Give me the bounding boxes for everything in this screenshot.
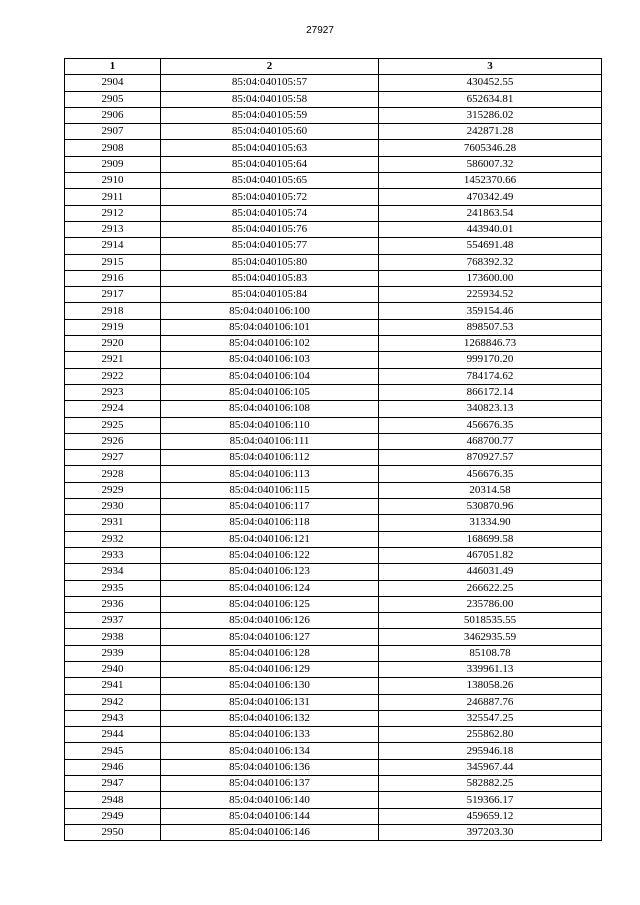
column-header-2: 2 [161, 59, 379, 75]
row-number-cell: 2918 [65, 303, 161, 319]
cadastral-number-cell: 85:04:040106:146 [161, 824, 379, 840]
row-number-cell: 2911 [65, 189, 161, 205]
table-row [65, 173, 602, 189]
cadastral-number-cell: 85:04:040105:65 [161, 173, 379, 189]
cadastral-number-cell: 85:04:040105:58 [161, 91, 379, 107]
cadastral-number-cell: 85:04:040105:72 [161, 189, 379, 205]
cadastral-number-cell: 85:04:040105:84 [161, 287, 379, 303]
table-row [65, 759, 602, 775]
row-number-cell: 2907 [65, 124, 161, 140]
cadastral-number-cell: 85:04:040106:122 [161, 547, 379, 563]
table-row [65, 417, 602, 433]
value-cell: 768392.32 [379, 254, 602, 270]
value-cell: 242871.28 [379, 124, 602, 140]
table-row [65, 238, 602, 254]
row-number-cell: 2931 [65, 515, 161, 531]
row-number-cell: 2946 [65, 759, 161, 775]
cadastral-number-cell: 85:04:040106:125 [161, 596, 379, 612]
table-row [65, 710, 602, 726]
value-cell: 582882.25 [379, 776, 602, 792]
value-cell: 586007.32 [379, 156, 602, 172]
value-cell: 866172.14 [379, 384, 602, 400]
table-row [65, 270, 602, 286]
cadastral-number-cell: 85:04:040106:104 [161, 368, 379, 384]
row-number-cell: 2915 [65, 254, 161, 270]
row-number-cell: 2909 [65, 156, 161, 172]
column-header-1: 1 [65, 59, 161, 75]
row-number-cell: 2937 [65, 613, 161, 629]
header-row [65, 59, 602, 75]
cadastral-number-cell: 85:04:040105:63 [161, 140, 379, 156]
table-row [65, 384, 602, 400]
table-row [65, 694, 602, 710]
table-row [65, 319, 602, 335]
table-row [65, 189, 602, 205]
cadastral-number-cell: 85:04:040106:115 [161, 482, 379, 498]
cadastral-number-cell: 85:04:040105:76 [161, 221, 379, 237]
value-cell: 554691.48 [379, 238, 602, 254]
value-cell: 345967.44 [379, 759, 602, 775]
value-cell: 397203.30 [379, 824, 602, 840]
value-cell: 5018535.55 [379, 613, 602, 629]
table-row [65, 254, 602, 270]
cadastral-number-cell: 85:04:040106:105 [161, 384, 379, 400]
cadastral-number-cell: 85:04:040105:59 [161, 107, 379, 123]
cadastral-number-cell: 85:04:040106:123 [161, 564, 379, 580]
row-number-cell: 2936 [65, 596, 161, 612]
value-cell: 266622.25 [379, 580, 602, 596]
table-row [65, 303, 602, 319]
table-row [65, 613, 602, 629]
row-number-cell: 2932 [65, 531, 161, 547]
value-cell: 138058.26 [379, 678, 602, 694]
row-number-cell: 2934 [65, 564, 161, 580]
row-number-cell: 2910 [65, 173, 161, 189]
row-number-cell: 2925 [65, 417, 161, 433]
cadastral-number-cell: 85:04:040106:103 [161, 352, 379, 368]
row-number-cell: 2926 [65, 433, 161, 449]
table-row [65, 466, 602, 482]
cadastral-number-cell: 85:04:040106:144 [161, 808, 379, 824]
value-cell: 241863.54 [379, 205, 602, 221]
cadastral-number-cell: 85:04:040106:124 [161, 580, 379, 596]
value-cell: 168699.58 [379, 531, 602, 547]
row-number-cell: 2935 [65, 580, 161, 596]
row-number-cell: 2919 [65, 319, 161, 335]
table-row [65, 482, 602, 498]
cadastral-number-cell: 85:04:040106:137 [161, 776, 379, 792]
row-number-cell: 2939 [65, 645, 161, 661]
value-cell: 468700.77 [379, 433, 602, 449]
table-row [65, 661, 602, 677]
cadastral-number-cell: 85:04:040106:130 [161, 678, 379, 694]
value-cell: 340823.13 [379, 401, 602, 417]
row-number-cell: 2940 [65, 661, 161, 677]
value-cell: 7605346.28 [379, 140, 602, 156]
value-cell: 20314.58 [379, 482, 602, 498]
row-number-cell: 2914 [65, 238, 161, 254]
value-cell: 784174.62 [379, 368, 602, 384]
value-cell: 446031.49 [379, 564, 602, 580]
table-row [65, 808, 602, 824]
row-number-cell: 2912 [65, 205, 161, 221]
cadastral-number-cell: 85:04:040106:101 [161, 319, 379, 335]
table-row [65, 401, 602, 417]
table-row [65, 205, 602, 221]
row-number-cell: 2927 [65, 450, 161, 466]
row-number-cell: 2922 [65, 368, 161, 384]
table-row [65, 678, 602, 694]
table-row [65, 433, 602, 449]
cadastral-number-cell: 85:04:040105:83 [161, 270, 379, 286]
cadastral-number-cell: 85:04:040106:102 [161, 336, 379, 352]
value-cell: 459659.12 [379, 808, 602, 824]
table-row [65, 124, 602, 140]
cadastral-number-cell: 85:04:040105:80 [161, 254, 379, 270]
cadastral-number-cell: 85:04:040106:113 [161, 466, 379, 482]
table-row [65, 547, 602, 563]
row-number-cell: 2933 [65, 547, 161, 563]
row-number-cell: 2949 [65, 808, 161, 824]
row-number-cell: 2943 [65, 710, 161, 726]
row-number-cell: 2924 [65, 401, 161, 417]
cadastral-number-cell: 85:04:040106:140 [161, 792, 379, 808]
value-cell: 31334.90 [379, 515, 602, 531]
row-number-cell: 2921 [65, 352, 161, 368]
value-cell: 467051.82 [379, 547, 602, 563]
data-table [64, 58, 602, 841]
value-cell: 246887.76 [379, 694, 602, 710]
table-body [65, 75, 602, 841]
row-number-cell: 2904 [65, 75, 161, 91]
value-cell: 325547.25 [379, 710, 602, 726]
row-number-cell: 2920 [65, 336, 161, 352]
cadastral-number-cell: 85:04:040106:127 [161, 629, 379, 645]
cadastral-number-cell: 85:04:040106:134 [161, 743, 379, 759]
row-number-cell: 2908 [65, 140, 161, 156]
row-number-cell: 2945 [65, 743, 161, 759]
row-number-cell: 2906 [65, 107, 161, 123]
value-cell: 530870.96 [379, 499, 602, 515]
value-cell: 898507.53 [379, 319, 602, 335]
page-number: 27927 [306, 25, 334, 36]
value-cell: 456676.35 [379, 417, 602, 433]
cadastral-number-cell: 85:04:040106:108 [161, 401, 379, 417]
value-cell: 235786.00 [379, 596, 602, 612]
table-row [65, 336, 602, 352]
table-row [65, 792, 602, 808]
table-row [65, 368, 602, 384]
value-cell: 1452370.66 [379, 173, 602, 189]
value-cell: 443940.01 [379, 221, 602, 237]
value-cell: 456676.35 [379, 466, 602, 482]
value-cell: 173600.00 [379, 270, 602, 286]
value-cell: 3462935.59 [379, 629, 602, 645]
row-number-cell: 2930 [65, 499, 161, 515]
row-number-cell: 2913 [65, 221, 161, 237]
table-row [65, 91, 602, 107]
table-row [65, 515, 602, 531]
row-number-cell: 2938 [65, 629, 161, 645]
cadastral-number-cell: 85:04:040106:126 [161, 613, 379, 629]
value-cell: 430452.55 [379, 75, 602, 91]
cadastral-number-cell: 85:04:040106:128 [161, 645, 379, 661]
value-cell: 339961.13 [379, 661, 602, 677]
value-cell: 470342.49 [379, 189, 602, 205]
table-row [65, 645, 602, 661]
cadastral-number-cell: 85:04:040105:57 [161, 75, 379, 91]
cadastral-number-cell: 85:04:040106:112 [161, 450, 379, 466]
table-row [65, 156, 602, 172]
table-row [65, 629, 602, 645]
cadastral-number-cell: 85:04:040106:133 [161, 727, 379, 743]
row-number-cell: 2950 [65, 824, 161, 840]
column-header-3: 3 [379, 59, 602, 75]
cadastral-number-cell: 85:04:040106:111 [161, 433, 379, 449]
value-cell: 255862.80 [379, 727, 602, 743]
cadastral-number-cell: 85:04:040106:121 [161, 531, 379, 547]
cadastral-number-cell: 85:04:040106:118 [161, 515, 379, 531]
table-row [65, 287, 602, 303]
value-cell: 519366.17 [379, 792, 602, 808]
value-cell: 999170.20 [379, 352, 602, 368]
row-number-cell: 2947 [65, 776, 161, 792]
cadastral-number-cell: 85:04:040106:132 [161, 710, 379, 726]
cadastral-number-cell: 85:04:040106:110 [161, 417, 379, 433]
cadastral-number-cell: 85:04:040105:64 [161, 156, 379, 172]
table-row [65, 75, 602, 91]
cadastral-number-cell: 85:04:040105:74 [161, 205, 379, 221]
cadastral-number-cell: 85:04:040106:131 [161, 694, 379, 710]
table-row [65, 221, 602, 237]
table-row [65, 531, 602, 547]
row-number-cell: 2905 [65, 91, 161, 107]
value-cell: 359154.46 [379, 303, 602, 319]
table-row [65, 450, 602, 466]
table-row [65, 596, 602, 612]
cadastral-number-cell: 85:04:040106:129 [161, 661, 379, 677]
table-row [65, 140, 602, 156]
row-number-cell: 2929 [65, 482, 161, 498]
row-number-cell: 2916 [65, 270, 161, 286]
cadastral-number-cell: 85:04:040106:136 [161, 759, 379, 775]
table-row [65, 776, 602, 792]
value-cell: 225934.52 [379, 287, 602, 303]
row-number-cell: 2917 [65, 287, 161, 303]
row-number-cell: 2941 [65, 678, 161, 694]
table-row [65, 107, 602, 123]
value-cell: 652634.81 [379, 91, 602, 107]
row-number-cell: 2944 [65, 727, 161, 743]
row-number-cell: 2942 [65, 694, 161, 710]
table-row [65, 352, 602, 368]
value-cell: 85108.78 [379, 645, 602, 661]
table-row [65, 564, 602, 580]
row-number-cell: 2948 [65, 792, 161, 808]
cadastral-number-cell: 85:04:040106:100 [161, 303, 379, 319]
table-row [65, 824, 602, 840]
row-number-cell: 2928 [65, 466, 161, 482]
cadastral-number-cell: 85:04:040105:60 [161, 124, 379, 140]
table-row [65, 727, 602, 743]
value-cell: 315286.02 [379, 107, 602, 123]
table-row [65, 743, 602, 759]
value-cell: 1268846.73 [379, 336, 602, 352]
table-row [65, 580, 602, 596]
cadastral-number-cell: 85:04:040106:117 [161, 499, 379, 515]
table-row [65, 499, 602, 515]
value-cell: 295946.18 [379, 743, 602, 759]
value-cell: 870927.57 [379, 450, 602, 466]
row-number-cell: 2923 [65, 384, 161, 400]
cadastral-number-cell: 85:04:040105:77 [161, 238, 379, 254]
